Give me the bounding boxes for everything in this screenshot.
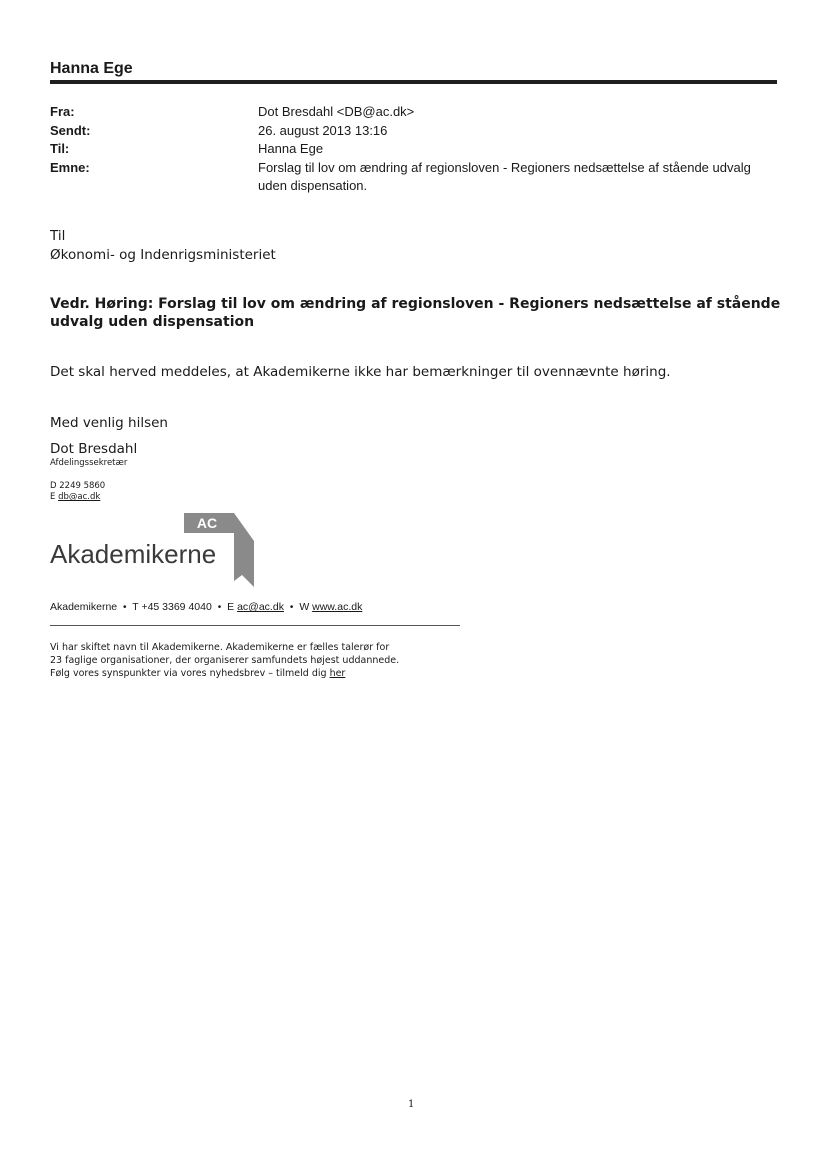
closing-greeting: Med venlig hilsen (50, 415, 168, 431)
footer-note-line-2: 23 faglige organisationer, der organiserer samfundets højest uddannede. (50, 655, 400, 666)
footer-note-line-3 (50, 667, 480, 680)
signature-email-line (50, 492, 105, 503)
subject-label: Emne: (50, 159, 90, 175)
from-value: Dot Bresdahl <DB@ac.dk> (258, 104, 415, 119)
footer-email-link[interactable]: ac@ac.dk (237, 601, 284, 613)
bullet-separator: • (123, 602, 127, 613)
recipient-block (50, 227, 276, 264)
recipient-line-2: Økonomi- og Indenrigsministeriet (50, 246, 276, 263)
footer-contact-line (50, 601, 362, 613)
letter-subject: Vedr. Høring: Forslag til lov om ændring af regionsloven - Regioners nedsættelse af stående udvalg uden dispensation (50, 296, 781, 330)
page-number: 1 (408, 1099, 415, 1110)
bullet-separator: • (289, 602, 294, 613)
subject-value: Forslag til lov om ændring af regionsloven - Regioners nedsættelse af stående udvalg uden dispensation. (258, 159, 751, 193)
bullet-separator: • (217, 602, 222, 613)
sent-value: 26. august 2013 13:16 (258, 122, 388, 138)
signature-contact (50, 481, 105, 503)
signature-title: Afdelingssekretær (50, 458, 128, 468)
header-divider (50, 80, 777, 84)
logo-badge-text: AC (196, 515, 218, 531)
signature-email-link[interactable]: db@ac.dk (58, 492, 101, 502)
sent-label: Sendt: (50, 122, 91, 138)
footer-note (50, 641, 480, 680)
footer-email-prefix: E (227, 601, 238, 613)
signature-phone: D 2249 5860 (50, 481, 106, 491)
footer-web-prefix: W (299, 601, 313, 613)
to-label: Til: (50, 141, 70, 156)
recipient-line-1: Til (50, 228, 66, 244)
subject-row (50, 159, 777, 196)
logo-ribbon (230, 513, 254, 587)
email-header (50, 103, 777, 196)
from-row (50, 103, 777, 122)
footer-phone: T +45 3369 4040 (132, 601, 212, 613)
signature-email-prefix: E (50, 492, 59, 502)
signature-name: Dot Bresdahl (50, 441, 138, 457)
footer-divider (50, 625, 460, 626)
logo-wordmark: Akademikerne (50, 539, 217, 569)
to-row (50, 140, 777, 159)
footer-note-line-1: Vi har skiftet navn til Akademikerne. Akademikerne er fælles talerør for (50, 642, 390, 653)
mailbox-owner-name: Hanna Ege (50, 60, 133, 77)
newsletter-signup-link[interactable]: her (329, 668, 346, 679)
from-label: Fra: (50, 104, 75, 119)
footer-web-link[interactable]: www.ac.dk (312, 601, 363, 613)
message-body: Det skal herved meddeles, at Akademikerne ikke har bemærkninger til ovennævnte høring. (50, 364, 671, 380)
sent-row (50, 122, 777, 141)
footer-org: Akademikerne (50, 601, 118, 613)
to-value: Hanna Ege (258, 141, 324, 156)
footer-note-text: Følg vores synspunkter via vores nyhedsbrev – tilmeld dig (50, 668, 330, 679)
